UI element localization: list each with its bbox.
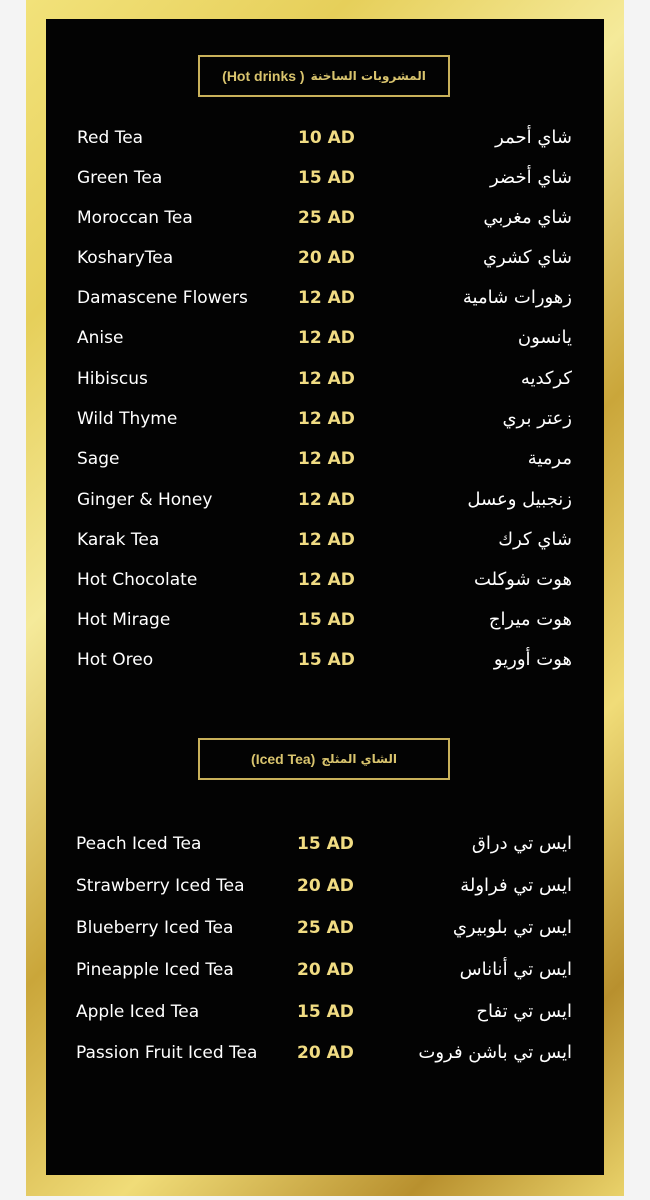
item-name-ar: شاي كشري — [482, 247, 572, 268]
menu-item — [0, 526, 650, 554]
item-name-en: Damascene Flowers — [77, 288, 248, 308]
item-price: 20 AD — [297, 1043, 354, 1063]
item-price: 15 AD — [298, 168, 355, 188]
menu-item — [0, 486, 650, 514]
hot-drinks-header-en: (Hot drinks ) — [222, 68, 305, 84]
item-price: 20 AD — [298, 248, 355, 268]
item-name-en: Strawberry Iced Tea — [76, 876, 245, 896]
item-name-en: Moroccan Tea — [77, 208, 193, 228]
item-name-en: Green Tea — [77, 168, 163, 188]
item-price: 12 AD — [298, 570, 355, 590]
menu-item — [0, 1039, 650, 1067]
menu-item — [0, 606, 650, 634]
item-name-en: Ginger & Honey — [77, 490, 213, 510]
item-name-ar: ايس تي باشن فروت — [418, 1042, 572, 1063]
menu-item — [0, 646, 650, 674]
item-name-ar: هوت أوريو — [493, 649, 572, 670]
item-name-en: Hot Mirage — [77, 610, 171, 630]
item-name-ar: هوت شوكلت — [473, 569, 572, 590]
menu-item — [0, 956, 650, 984]
menu-item — [0, 405, 650, 433]
menu-item — [0, 998, 650, 1026]
iced-tea-header — [198, 738, 450, 780]
item-name-en: Peach Iced Tea — [76, 834, 202, 854]
item-name-en: Hot Chocolate — [77, 570, 198, 590]
item-name-en: Hibiscus — [77, 369, 148, 389]
item-name-en: Karak Tea — [77, 530, 160, 550]
item-name-ar: ايس تي أناناس — [459, 959, 572, 980]
item-name-ar: هوت ميراج — [488, 609, 572, 630]
menu-item — [0, 914, 650, 942]
item-name-ar: شاي كرك — [498, 529, 572, 550]
item-name-en: Red Tea — [77, 128, 144, 148]
menu-item — [0, 204, 650, 232]
item-name-ar: شاي أحمر — [495, 127, 572, 148]
item-price: 12 AD — [298, 288, 355, 308]
item-name-en: Pineapple Iced Tea — [76, 960, 234, 980]
menu-item — [0, 445, 650, 473]
item-name-en: KosharyTea — [77, 248, 174, 268]
item-name-en: Anise — [77, 328, 124, 348]
item-name-en: Sage — [77, 449, 120, 469]
item-price: 15 AD — [297, 1002, 354, 1022]
item-name-en: Apple Iced Tea — [76, 1002, 200, 1022]
item-name-en: Hot Oreo — [77, 650, 154, 670]
iced-tea-header-en: (Iced Tea) — [251, 751, 316, 767]
item-name-ar: ايس تي دراق — [471, 833, 572, 854]
item-name-ar: زنجبيل وعسل — [467, 489, 572, 510]
item-name-ar: ايس تي بلوبيري — [452, 917, 572, 938]
item-price: 12 AD — [298, 530, 355, 550]
item-price: 10 AD — [298, 128, 355, 148]
item-name-en: Passion Fruit Iced Tea — [76, 1043, 258, 1063]
menu-item — [0, 324, 650, 352]
item-name-ar: شاي مغربي — [483, 207, 572, 228]
item-price: 12 AD — [298, 409, 355, 429]
item-price: 20 AD — [297, 960, 354, 980]
hot-drinks-header — [198, 55, 450, 97]
menu-item — [0, 872, 650, 900]
menu-item — [0, 365, 650, 393]
menu-item — [0, 244, 650, 272]
item-price: 20 AD — [297, 876, 354, 896]
menu-item — [0, 164, 650, 192]
item-name-ar: زعتر بري — [502, 408, 572, 429]
item-name-ar: شاي أخضر — [489, 167, 572, 188]
item-price: 15 AD — [298, 610, 355, 630]
menu-item — [0, 830, 650, 858]
hot-drinks-header-ar: المشروبات الساخنة — [310, 69, 426, 83]
item-price: 15 AD — [298, 650, 355, 670]
item-price: 25 AD — [297, 918, 354, 938]
item-name-en: Blueberry Iced Tea — [76, 918, 234, 938]
item-price: 25 AD — [298, 208, 355, 228]
item-price: 12 AD — [298, 490, 355, 510]
item-price: 12 AD — [298, 449, 355, 469]
item-name-ar: كركديه — [520, 368, 572, 389]
menu-item — [0, 566, 650, 594]
item-name-ar: زهورات شامية — [462, 287, 572, 308]
item-price: 15 AD — [297, 834, 354, 854]
menu-item — [0, 124, 650, 152]
menu-item — [0, 284, 650, 312]
iced-tea-header-ar: الشاي المثلج — [321, 752, 397, 766]
item-price: 12 AD — [298, 369, 355, 389]
item-name-ar: ايس تي تفاح — [476, 1001, 572, 1022]
item-name-en: Wild Thyme — [77, 409, 178, 429]
item-name-ar: مرمية — [527, 448, 572, 469]
item-price: 12 AD — [298, 328, 355, 348]
item-name-ar: ايس تي فراولة — [460, 875, 572, 896]
item-name-ar: يانسون — [517, 327, 572, 348]
